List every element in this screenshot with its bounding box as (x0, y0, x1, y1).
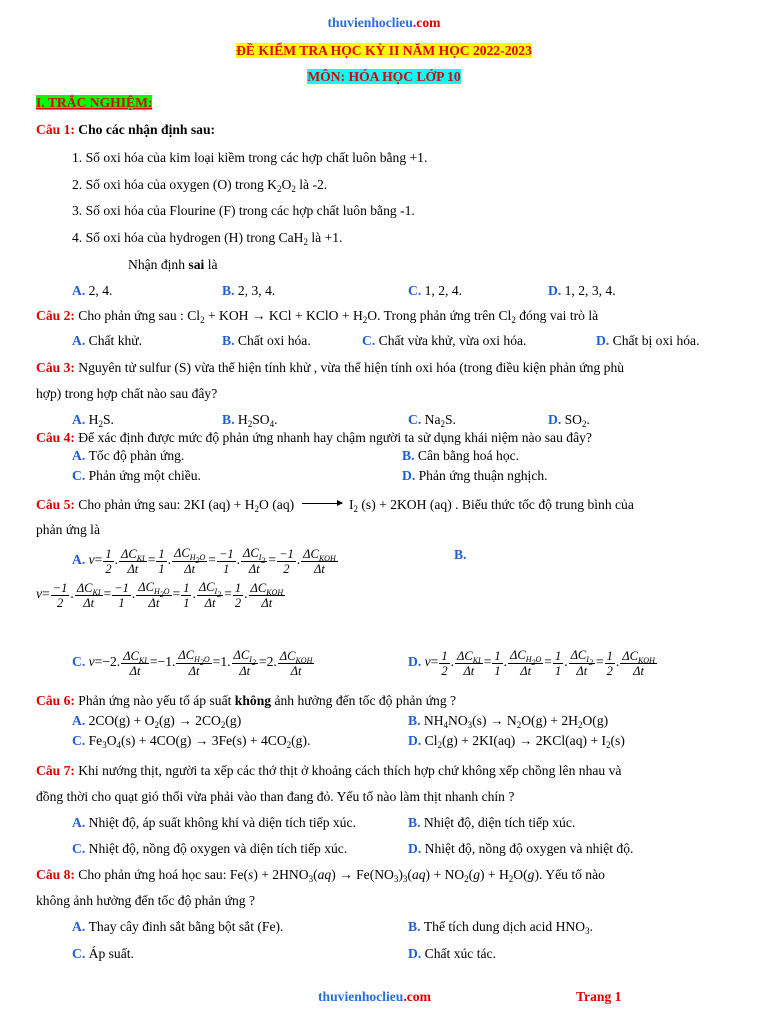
exam-title: ĐỀ KIỂM TRA HỌC KỲ II NĂM HỌC 2022-2023 (236, 43, 532, 58)
text-segment: . (450, 654, 454, 670)
option-label: C. (72, 468, 89, 483)
question-1 (36, 121, 215, 139)
q1-statement-4 (72, 229, 342, 247)
question-label: Câu 7: (36, 763, 79, 778)
option-label: C. (362, 333, 379, 348)
option-label: D. (408, 654, 425, 670)
q3-option-a[interactable] (72, 411, 114, 429)
fraction: $\frac{-1}{2}$ (52, 580, 68, 610)
text-segment: = (544, 654, 552, 670)
text-segment: 2 (303, 237, 308, 247)
question-4 (36, 429, 592, 447)
fraction: $\frac{1}{2}$ (234, 580, 242, 610)
q6-option-b[interactable] (408, 712, 608, 730)
fraction: $\frac{1}{2}$ (606, 648, 613, 678)
text-segment: 2 (606, 740, 611, 750)
text-segment: v (424, 654, 431, 670)
fraction: $\frac{\Delta C_{KI}}{\Delta t}$ (123, 648, 147, 678)
text-segment: Thay cây đinh sắt bằng bột sắt (Fe). (88, 919, 284, 934)
footer-site-name[interactable]: thuvienhoclieu (318, 989, 404, 1004)
text-segment: 2 (577, 720, 583, 730)
question-7-cont (36, 788, 514, 806)
text-segment: O(g) (582, 713, 609, 728)
fraction: $\frac{\Delta C_{I_2}}{\Delta t}$ (198, 580, 222, 610)
q4-option-d[interactable] (402, 467, 548, 485)
text-segment: . (167, 552, 172, 568)
q3-option-d[interactable] (548, 411, 590, 429)
q6-option-d[interactable] (408, 732, 625, 750)
text-segment: (g) + 2KI(aq) → 2KCl(aq) + I (441, 733, 607, 748)
text-segment: Nhiệt độ, nồng độ oxygen và nhiệt độ. (424, 841, 634, 856)
fraction: $\frac{1}{1}$ (494, 648, 501, 678)
text-segment: O. Trong phản ứng trên Cl (367, 308, 512, 323)
text-segment: đóng vai trò là (515, 308, 599, 323)
text-segment: v (88, 654, 95, 670)
option-label: A. (72, 552, 89, 568)
q1-statement-1 (72, 149, 427, 167)
option-label: C. (408, 283, 425, 298)
q2-option-d[interactable] (596, 332, 699, 350)
fraction: $\frac{\Delta C_{H_2O}}{\Delta t}$ (510, 648, 542, 678)
option-label: A. (72, 283, 89, 298)
question-3 (36, 359, 624, 377)
question-label: Câu 6: (36, 693, 79, 708)
text-segment: . (589, 919, 593, 934)
question-6 (36, 692, 456, 710)
text-segment: không ảnh hưởng đến tốc độ phản ứng ? (36, 893, 255, 908)
option-label: D. (548, 283, 565, 298)
text-segment: . (274, 412, 278, 427)
q8-option-d[interactable] (408, 945, 496, 963)
question-5 (36, 496, 634, 514)
exam-subject: MÔN: HÓA HỌC LỚP 10 (307, 69, 461, 84)
option-label: B. (408, 919, 424, 934)
question-label: Câu 4: (36, 430, 79, 445)
text-segment: đồng thời cho quạt gió thổi vừa phải vào than đang đỏ. Yếu tố nào làm thịt nhanh chín ? (36, 789, 515, 804)
fraction: $\frac{1}{1}$ (183, 580, 190, 610)
question-7 (36, 762, 621, 780)
text-segment: = (268, 552, 277, 568)
text-segment: 4 (443, 720, 449, 730)
section-heading: I. TRẮC NGHIỆM: (36, 95, 153, 110)
text-segment: là -2. (295, 177, 328, 192)
q7-option-d[interactable] (408, 840, 633, 858)
option-label: D. (596, 333, 613, 348)
question-label: Câu 8: (36, 867, 79, 882)
reaction-arrow (302, 503, 342, 504)
option-label: A. (72, 919, 89, 934)
option-label: B. (222, 412, 238, 427)
option-label: C. (72, 733, 89, 748)
q5-option-b[interactable] (36, 580, 286, 610)
text-segment: . (114, 552, 118, 568)
text-segment: phản ứng là (36, 522, 100, 537)
text-segment: SO (564, 412, 583, 427)
text-segment: . (70, 586, 74, 602)
text-segment: 3. Số oxi hóa của Flourine (F) trong các hợp chất luôn bằng -1. (72, 203, 415, 218)
option-label: C. (72, 946, 89, 961)
text-segment: Chất oxi hóa. (237, 333, 311, 348)
text-segment: 2 (200, 315, 205, 325)
fraction: $\frac{\Delta C_{H_2O}}{\Delta t}$ (138, 580, 170, 610)
footer-site-domain[interactable]: .com (403, 989, 431, 1004)
text-segment: là (204, 257, 218, 272)
text-segment: Khi nướng thịt, người ta xếp các thớ thịt ở khoảng cách thích hợp chứ không xếp chồng lên nhau và (78, 763, 622, 778)
text-segment: Nhiệt độ, diện tích tiếp xúc. (423, 815, 576, 830)
question-label: Câu 1: (36, 122, 79, 137)
q7-option-a[interactable] (72, 814, 356, 832)
fraction: $\frac{\Delta C_{KOH}}{\Delta t}$ (279, 648, 313, 678)
text-segment: 1. Số oxi hóa của kim loại kiềm trong các hợp chất luôn bằng +1. (72, 150, 428, 165)
option-label: B. (222, 333, 238, 348)
text-segment: 4 (269, 419, 275, 429)
text-segment: 2 (511, 315, 516, 325)
q2-option-a[interactable] (72, 332, 142, 350)
text-segment: Cho phản ứng hoá học sau: Fe( (78, 867, 249, 882)
text-segment: Nhận định (128, 257, 189, 272)
text-segment: 2 (154, 720, 159, 730)
text-segment: 2 (464, 874, 469, 884)
text-segment: Na (424, 412, 441, 427)
q6-option-a[interactable] (72, 712, 241, 730)
fraction: $\frac{-1}{1}$ (218, 546, 234, 576)
text-segment: 2 (440, 419, 445, 429)
fraction: $\frac{1}{1}$ (554, 648, 562, 678)
text-segment: . (503, 654, 508, 670)
question-5-cont (36, 521, 100, 539)
option-label: C. (72, 841, 89, 856)
text-segment: 2 (220, 720, 226, 730)
q8-option-a[interactable] (72, 918, 283, 936)
q7-option-b[interactable] (408, 814, 575, 832)
text-segment: =2. (258, 654, 277, 670)
text-segment: =−1. (149, 654, 176, 670)
text-segment: (s) + 4CO(g) → 3Fe(s) + 4CO (121, 733, 287, 748)
text-segment: Thể tích dung dịch acid HNO (423, 919, 586, 934)
text-segment: 2 (582, 419, 587, 429)
option-label: C. (72, 654, 89, 670)
fraction: $\frac{1}{1}$ (158, 546, 165, 576)
fraction: $\frac{\Delta C_{KOH}}{\Delta t}$ (622, 648, 655, 678)
q5-option-a[interactable] (72, 546, 339, 576)
text-segment: ) → Fe(NO (331, 867, 394, 882)
text-segment: 2 (254, 504, 260, 514)
text-segment: = (595, 654, 604, 670)
q5-option-b-label[interactable] (454, 546, 466, 564)
option-label: A. (72, 713, 89, 728)
text-segment: ( (468, 867, 474, 882)
text-segment: . (615, 654, 620, 670)
text-segment: ( (313, 867, 318, 882)
text-segment: (s) → N (472, 713, 517, 728)
text-segment: Phản ứng một chiều. (88, 468, 201, 483)
text-segment: =1. (212, 654, 231, 670)
text-segment: ) (398, 867, 403, 882)
fraction: $\frac{1}{2}$ (441, 648, 448, 678)
text-segment: 2 (277, 184, 282, 194)
q1-option-b[interactable] (222, 282, 275, 300)
text-segment: . (244, 586, 248, 602)
text-segment: ) + H (479, 867, 509, 882)
text-segment: = (483, 654, 492, 670)
option-label: C. (408, 412, 425, 427)
question-3-cont (36, 385, 217, 403)
text-segment: 3 (308, 874, 314, 884)
text-segment: Cho phản ứng sau: 2KI (aq) + H (78, 497, 255, 512)
fraction: $\frac{\Delta C_{I_2}}{\Delta t}$ (233, 648, 256, 678)
option-label: A. (72, 448, 89, 463)
q2-option-b[interactable] (222, 332, 311, 350)
subject-row (0, 68, 768, 86)
text-segment: O (106, 733, 117, 748)
text-segment: 2 (437, 740, 442, 750)
text-segment: 3 (467, 720, 473, 730)
page-number: Trang 1 (576, 989, 622, 1004)
text-segment: = (224, 586, 232, 602)
text-segment: NH (423, 713, 444, 728)
option-label: B. (408, 713, 424, 728)
text-segment: 2 (286, 740, 292, 750)
text-segment: 2 (353, 504, 358, 514)
text-segment: Phản ứng thuận nghịch. (418, 468, 548, 483)
text-segment: . (586, 412, 590, 427)
site-header[interactable] (0, 14, 768, 32)
text-segment: O(g) + 2H (521, 713, 578, 728)
question-2 (36, 307, 598, 325)
fraction: $\frac{\Delta C_{KOH}}{\Delta t}$ (303, 546, 336, 576)
text-segment: Cân bằng hoá học. (417, 448, 520, 463)
text-segment: Fe (88, 733, 103, 748)
text-segment: 2 (98, 419, 103, 429)
text-segment: SO (252, 412, 270, 427)
text-segment: v (88, 552, 95, 568)
text-segment: = (430, 654, 439, 670)
q5-option-d[interactable] (408, 648, 658, 678)
option-label: D. (408, 841, 425, 856)
site-name[interactable]: thuvienhoclieu (327, 15, 413, 30)
fraction: $\frac{\Delta C_{KOH}}{\Delta t}$ (250, 580, 284, 610)
text-segment: 2 (247, 419, 253, 429)
option-label: A. (72, 412, 89, 427)
site-domain[interactable]: .com (412, 15, 441, 30)
text-segment: = (172, 586, 181, 602)
fraction: $\frac{\Delta C_{I_2}}{\Delta t}$ (570, 648, 593, 678)
text-segment: Nguyên tử sulfur (S) vừa thể hiện tính khử , vừa thể hiện tính oxi hóa (trong điều kiện phản ứng phù (78, 360, 625, 375)
text-segment: 3 (393, 874, 399, 884)
q5-option-c[interactable] (72, 648, 315, 678)
text-segment: O (aq) (259, 497, 298, 512)
option-label: D. (402, 468, 419, 483)
text-segment: 3 (585, 926, 590, 936)
text-segment: v (36, 586, 43, 602)
q4-option-a[interactable] (72, 447, 184, 465)
option-label: B. (408, 815, 424, 830)
text-segment: ) + NO (425, 867, 465, 882)
text-segment: 1, 2, 4. (424, 283, 463, 298)
q4-option-c[interactable] (72, 467, 201, 485)
text-segment: s (248, 867, 254, 882)
text-segment: Tốc độ phản ứng. (88, 448, 185, 463)
text-segment: + KOH → KCl + KClO + H (204, 308, 363, 323)
fraction: $\frac{1}{2}$ (105, 546, 112, 576)
text-segment: g (473, 867, 480, 882)
text-segment: aq (317, 867, 332, 882)
text-segment: Nhiệt độ, áp suất không khí và diện tích tiếp xúc. (88, 815, 356, 830)
text-segment: Cho các nhận định sau: (78, 122, 216, 137)
text-segment: (g) → 2CO (158, 713, 221, 728)
text-segment: I (345, 497, 354, 512)
text-segment: . (236, 552, 241, 568)
q1-option-a[interactable] (72, 282, 112, 300)
text-segment: ảnh hưởng đến tốc độ phản ứng ? (271, 693, 457, 708)
text-segment: ( (407, 867, 412, 882)
text-segment: = (103, 586, 112, 602)
text-segment: g (527, 867, 535, 882)
text-segment: (g). (291, 733, 311, 748)
text-segment: Phản ứng nào yếu tố áp suất (78, 693, 235, 708)
text-segment: Cho phản ứng sau : Cl (78, 308, 201, 323)
text-segment: Chất xúc tác. (424, 946, 496, 961)
fraction: $\frac{\Delta C_{I_2}}{\Delta t}$ (243, 546, 266, 576)
fraction: $\frac{-1}{2}$ (279, 546, 294, 576)
text-segment: H (237, 412, 248, 427)
q3-option-b[interactable] (222, 411, 278, 429)
text-segment: = (147, 552, 156, 568)
q1-statement-2 (72, 176, 327, 194)
text-segment: Để xác định được mức độ phản ứng nhanh hay chậm người ta sử dụng khái niệm nào sau đây? (78, 430, 592, 445)
text-segment: S. (102, 412, 114, 427)
text-segment: O( (513, 867, 528, 882)
q1-option-c[interactable] (408, 282, 462, 300)
q3-option-c[interactable] (408, 411, 456, 429)
text-segment: ) + 2HNO (253, 867, 309, 882)
text-segment: ). Yếu tố nào (534, 867, 605, 882)
text-segment: 2 (362, 315, 368, 325)
text-segment: 1, 2, 3, 4. (564, 283, 616, 298)
page-number-row (576, 988, 621, 1006)
q4-option-b[interactable] (402, 447, 519, 465)
text-segment: =−2. (94, 654, 121, 670)
option-label: D. (408, 946, 425, 961)
text-segment: Nhiệt độ, nồng độ oxygen và diện tích tiếp xúc. (88, 841, 348, 856)
text-segment: 2CO(g) + O (88, 713, 155, 728)
question-label: Câu 5: (36, 497, 79, 512)
text-segment: 2, 4. (88, 283, 113, 298)
option-label: A. (72, 333, 89, 348)
section-heading-row (36, 94, 152, 112)
fraction: $\frac{\Delta C_{KI}}{\Delta t}$ (457, 648, 481, 678)
text-segment: O (281, 177, 292, 192)
exam-title-row (0, 42, 768, 60)
text-segment: = (42, 586, 50, 602)
question-8-cont (36, 892, 255, 910)
text-segment: không (234, 693, 272, 708)
text-segment: 2 (291, 184, 296, 194)
text-segment: Áp suất. (88, 946, 134, 961)
text-segment: 4 (116, 740, 122, 750)
text-segment: . (296, 552, 301, 568)
text-segment: Chất bị oxi hóa. (612, 333, 700, 348)
text-segment: . (192, 586, 196, 602)
question-8 (36, 866, 605, 884)
option-label: D. (548, 412, 565, 427)
option-label: B. (222, 283, 238, 298)
text-segment: 2 (516, 720, 522, 730)
text-segment: 2, 3, 4. (237, 283, 276, 298)
text-segment: . (564, 654, 568, 670)
text-segment: H (88, 412, 99, 427)
text-segment: Chất khử. (88, 333, 143, 348)
text-segment: 3 (102, 740, 107, 750)
option-label: A. (72, 815, 89, 830)
question-label: Câu 2: (36, 308, 79, 323)
footer-site[interactable] (318, 988, 431, 1006)
question-label: Câu 3: (36, 360, 79, 375)
text-segment: = (208, 552, 216, 568)
text-segment: Chất vừa khử, vừa oxi hóa. (378, 333, 527, 348)
option-label: B. (402, 448, 418, 463)
text-segment: Cl (424, 733, 438, 748)
q8-option-c[interactable] (72, 945, 134, 963)
fraction: $\frac{\Delta C_{H_2O}}{\Delta t}$ (178, 648, 210, 678)
text-segment: (g) (225, 713, 242, 728)
text-segment: là +1. (307, 230, 343, 245)
q1-statement-3 (72, 202, 415, 220)
text-segment: aq (411, 867, 426, 882)
text-segment: hợp) trong hợp chất nào sau đây? (36, 386, 218, 401)
text-segment: 2. Số oxi hóa của oxygen (O) trong K (72, 177, 278, 192)
text-segment: sai (188, 257, 205, 272)
text-segment: . (131, 586, 136, 602)
q8-option-b[interactable] (408, 918, 593, 936)
text-segment: (s) + 2KOH (aq) . Biểu thức tốc độ trung bình của (357, 497, 634, 512)
q6-option-c[interactable] (72, 732, 310, 750)
text-segment: S. (444, 412, 456, 427)
option-label: B. (454, 547, 467, 562)
text-segment: = (94, 552, 103, 568)
q2-option-c[interactable] (362, 332, 526, 350)
q7-option-c[interactable] (72, 840, 347, 858)
fraction: $\frac{\Delta C_{H_2O}}{\Delta t}$ (174, 546, 206, 576)
text-segment: 3 (402, 874, 408, 884)
text-segment: (s) (610, 733, 625, 748)
text-segment: 2 (508, 874, 514, 884)
text-segment: 4. Số oxi hóa của hydrogen (H) trong CaH (72, 230, 304, 245)
q1-option-d[interactable] (548, 282, 616, 300)
q1-prompt (128, 256, 218, 274)
text-segment: NO (448, 713, 468, 728)
fraction: $\frac{\Delta C_{KI}}{\Delta t}$ (121, 546, 145, 576)
fraction: $\frac{-1}{1}$ (114, 580, 129, 610)
fraction: $\frac{\Delta C_{KI}}{\Delta t}$ (76, 580, 101, 610)
option-label: D. (408, 733, 425, 748)
